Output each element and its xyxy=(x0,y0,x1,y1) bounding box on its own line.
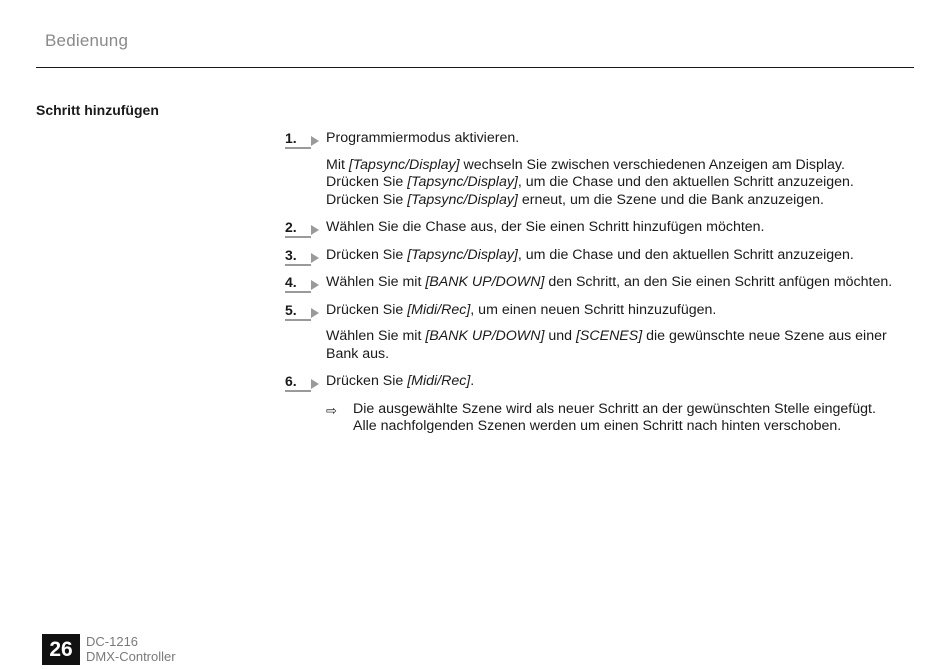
step-marker-6 xyxy=(285,373,319,393)
step-1 xyxy=(285,130,915,148)
text-fragment: , um die Chase und den aktuellen Schritt anzuzeigen. xyxy=(517,246,854,263)
text-fragment: wechseln Sie zwischen verschiedenen Anzeigen am Display. xyxy=(459,156,845,173)
step-arrow-icon xyxy=(311,225,319,235)
page-header-title: Bedienung xyxy=(45,31,129,50)
step-5-details xyxy=(285,328,915,363)
key-label: [Tapsync/Display] xyxy=(407,191,518,208)
text-fragment: Mit xyxy=(326,156,349,173)
step-marker-3 xyxy=(285,247,319,267)
step-number: 5. xyxy=(285,301,297,318)
detail-line xyxy=(326,174,915,192)
detail-line xyxy=(326,328,915,346)
step-text xyxy=(326,274,915,292)
text-fragment: Wählen Sie mit xyxy=(326,328,426,344)
step-number: 4. xyxy=(285,274,297,290)
page-number: 26 xyxy=(42,634,80,665)
step-underline xyxy=(285,147,311,149)
step-number: 1. xyxy=(285,130,297,146)
text-fragment: . xyxy=(470,373,475,389)
step-4 xyxy=(285,274,915,292)
key-label: [SCENES] xyxy=(575,328,643,344)
step-marker-4 xyxy=(285,274,319,294)
step-arrow-icon xyxy=(311,280,319,290)
key-label: [Midi/Rec] xyxy=(407,301,471,318)
text-fragment: Wählen Sie mit xyxy=(326,274,426,290)
step-6-result xyxy=(285,401,915,436)
step-number: 3. xyxy=(285,246,297,263)
header-divider xyxy=(36,67,914,68)
step-arrow-icon xyxy=(311,308,319,318)
text-fragment: Drücken Sie xyxy=(326,174,408,190)
step-marker-5 xyxy=(285,302,319,322)
text-fragment: , um die Chase und den aktuellen Schritt anzuzeigen. xyxy=(517,174,854,190)
text-fragment: , um einen neuen Schritt hinzuzufügen. xyxy=(470,301,717,318)
step-number: 2. xyxy=(285,219,297,235)
footer-product: DMX-Controller xyxy=(86,649,176,664)
text-fragment: den Schritt, an den Sie einen Schritt anfügen möchten. xyxy=(544,274,893,290)
key-label: [Tapsync/Display] xyxy=(348,156,460,173)
step-underline xyxy=(285,236,311,238)
key-label: [Midi/Rec] xyxy=(407,373,471,389)
step-6 xyxy=(285,373,915,391)
text-fragment: erneut, um die Szene und die Bank anzuzeigen. xyxy=(517,191,824,208)
step-text xyxy=(326,247,915,265)
text-fragment: die gewünschte neue Szene aus einer xyxy=(642,328,887,344)
step-arrow-icon xyxy=(311,253,319,263)
step-text: Programmiermodus aktivieren. xyxy=(326,130,520,146)
detail-line: Bank aus. xyxy=(326,345,390,362)
step-text xyxy=(326,302,915,320)
step-text: Wählen Sie die Chase aus, der Sie einen Schritt hinzufügen möchten. xyxy=(326,219,765,235)
step-arrow-icon xyxy=(311,136,319,146)
key-label: [Tapsync/Display] xyxy=(407,174,518,190)
detail-line xyxy=(326,192,915,210)
key-label: [BANK UP/DOWN] xyxy=(425,274,545,290)
result-arrow-icon: ⇨ xyxy=(326,402,337,418)
text-fragment: und xyxy=(544,328,576,344)
step-underline xyxy=(285,291,311,293)
step-1-details xyxy=(285,157,915,210)
step-underline xyxy=(285,264,311,266)
result-line: Alle nachfolgenden Szenen werden um einen Schritt nach hinten verschoben. xyxy=(353,418,842,434)
step-2 xyxy=(285,219,915,237)
step-underline xyxy=(285,319,311,321)
text-fragment: Drücken Sie xyxy=(326,191,408,208)
step-marker-2 xyxy=(285,219,319,239)
step-underline xyxy=(285,390,311,392)
key-label: [BANK UP/DOWN] xyxy=(425,328,545,344)
detail-line xyxy=(326,157,915,175)
step-3 xyxy=(285,247,915,265)
text-fragment: Drücken Sie xyxy=(326,373,408,389)
step-number: 6. xyxy=(285,373,297,389)
step-arrow-icon xyxy=(311,379,319,389)
step-5 xyxy=(285,302,915,320)
instruction-list xyxy=(285,130,915,436)
step-text xyxy=(326,373,915,391)
text-fragment: Drücken Sie xyxy=(326,301,408,318)
step-marker-1 xyxy=(285,130,319,150)
footer-model: DC-1216 xyxy=(86,634,139,649)
text-fragment: Drücken Sie xyxy=(326,246,408,263)
section-heading: Schritt hinzufügen xyxy=(36,102,159,118)
result-line: Die ausgewählte Szene wird als neuer Schritt an der gewünschten Stelle eingefügt. xyxy=(353,400,876,417)
key-label: [Tapsync/Display] xyxy=(407,246,518,263)
